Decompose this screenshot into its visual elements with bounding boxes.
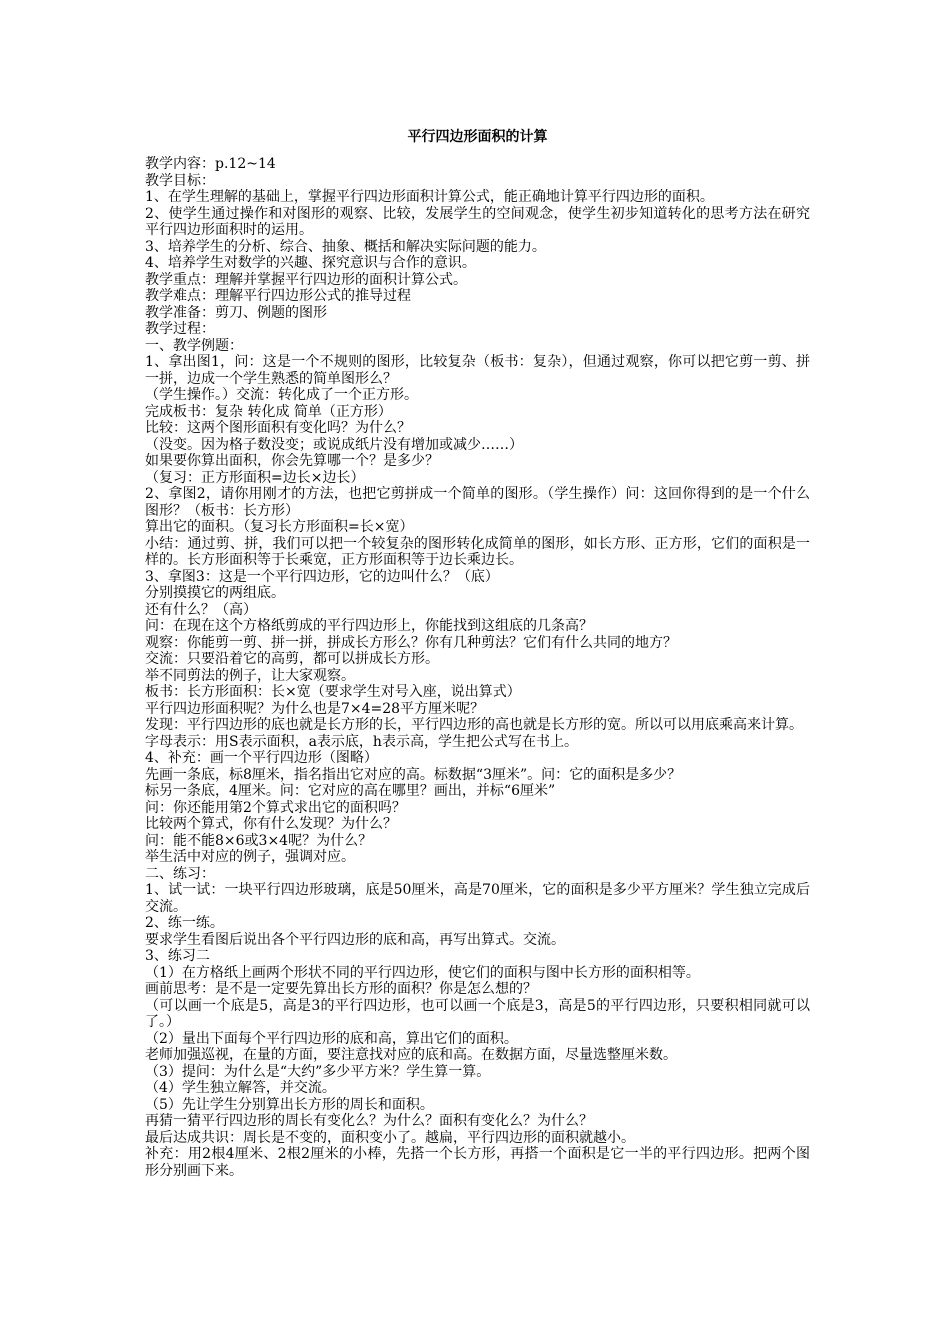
text-line: 完成板书：复杂 转化成 简单（正方形）: [145, 403, 392, 420]
text-line: 比较：这两个图形面积有变化吗？为什么？: [145, 420, 411, 436]
text-line: （复习：正方形面积=边长×边长）: [145, 469, 365, 486]
text-line: 还有什么？（高）: [145, 601, 257, 618]
text-line: 平行四边形面积呢？为什么也是7×4=28平方厘米呢？: [145, 700, 485, 717]
text-line: 观察：你能剪一剪、拼一拼，拼成长方形么？你有几种剪法？它们有什么共同的地方？: [145, 634, 677, 651]
text-line: 教学目标：: [145, 172, 215, 189]
text-line: 比较两个算式，你有什么发现？为什么？: [145, 816, 397, 832]
text-line: （可以画一个底是5，高是3的平行四边形，也可以画一个底是3，高是5的平行四边形，只要积相同就可以了。）: [145, 997, 810, 1030]
text-line: （4）学生独立解答，并交流。: [145, 1080, 336, 1096]
text-line: 最后达成共识：周长是不变的，面积变小了。越扁，平行四边形的面积就越小。: [145, 1129, 635, 1146]
text-line: 教学内容：p.12~14: [145, 156, 276, 172]
text-line: 交流：只要沿着它的高剪，都可以拼成长方形。: [145, 651, 439, 667]
text-line: 补充：用2根4厘米、2根2厘米的小棒，先搭一个长方形，再搭一个面积是它一半的平行四边形。把两个图形分别画下来。: [145, 1146, 810, 1179]
text-line: 分别摸摸它的两组底。: [145, 585, 285, 601]
text-line: 4、补充：画一个平行四边形（图略）: [145, 750, 378, 766]
text-line: 教学准备：剪刀、例题的图形: [145, 304, 327, 321]
text-line: 教学过程：: [145, 321, 215, 337]
text-line: 问：你还能用第2个算式求出它的面积吗？: [145, 799, 406, 816]
text-line: 3、培养学生的分析、综合、抽象、概括和解决实际问题的能力。: [145, 238, 546, 255]
text-line: 3、拿图3：这是一个平行四边形，它的边叫什么？（底）: [145, 568, 499, 585]
text-line: 标另一条底，4厘米。问：它对应的高在哪里？画出，并标“6厘米”: [145, 783, 556, 799]
text-line: （5）先让学生分别算出长方形的周长和面积。: [145, 1096, 434, 1113]
text-line: 画前思考：是不是一定要先算出长方形的面积？你是怎么想的？: [145, 981, 537, 997]
text-line: 1、试一试：一块平行四边形玻璃，底是50厘米，高是70厘米，它的面积是多少平方厘米？学生独立完成后交流。: [145, 882, 810, 915]
text-line: 1、拿出图1，问：这是一个不规则的图形，比较复杂（板书：复杂），但通过观察，你可以把它剪一剪、拼一拼，边成一个学生熟悉的简单图形么？: [145, 354, 810, 387]
text-line: 3、练习二: [145, 948, 210, 964]
text-line: 小结：通过剪、拼，我们可以把一个较复杂的图形转化成简单的图形，如长方形、正方形，它们的面积是一样的。长方形面积等于长乘宽，正方形面积等于边长乘边长。: [145, 535, 810, 568]
document-body: [145, 156, 810, 1179]
text-line: 4、培养学生对数学的兴趣、探究意识与合作的意识。: [145, 255, 476, 271]
text-line: 问：能不能8×6或3×4呢？为什么？: [145, 832, 373, 849]
text-line: （3）提问：为什么是“大约”多少平方米？学生算一算。: [145, 1063, 491, 1080]
text-line: 再猜一猜平行四边形的周长有变化么？为什么？面积有变化么？为什么？: [145, 1113, 593, 1129]
text-line: 如果要你算出面积，你会先算哪一个？是多少？: [145, 453, 439, 469]
document-title: 平行四边形面积的计算: [407, 129, 548, 145]
text-line: 教学重点：理解并掌握平行四边形的面积计算公式。: [145, 271, 467, 288]
text-line: （2）量出下面每个平行四边形的底和高，算出它们的面积。: [145, 1030, 518, 1047]
text-line: 先画一条底，标8厘米，指名指出它对应的高。标数据“3厘米”。问：它的面积是多少？: [145, 766, 682, 783]
text-line: 2、拿图2，请你用刚才的方法，也把它剪拼成一个简单的图形。（学生操作）问：这回你得到的是一个什么图形？（板书：长方形）: [145, 486, 810, 519]
text-line: 二、练习：: [145, 865, 215, 882]
text-line: 发现：平行四边形的底也就是长方形的长，平行四边形的高也就是长方形的宽。所以可以用底乘高来计算。: [145, 717, 803, 733]
text-line: 举生活中对应的例子，强调对应。: [145, 849, 355, 865]
text-line: 板书：长方形面积：长×宽（要求学生对号入座，说出算式）: [145, 684, 521, 700]
text-line: 2、使学生通过操作和对图形的观察、比较，发展学生的空间观念，使学生初步知道转化的思考方法在研究平行四边形面积时的运用。: [145, 205, 810, 238]
text-line: 举不同剪法的例子，让大家观察。: [145, 667, 355, 684]
text-line: 一、教学例题：: [145, 337, 243, 354]
text-line: （学生操作。）交流：转化成了一个正方形。: [145, 387, 418, 403]
text-line: （没变。因为格子数没变；或说成纸片没有增加或减少……）: [145, 436, 523, 453]
text-line: 字母表示：用S表示面积，a表示底，h表示高，学生把公式写在书上。: [145, 733, 578, 750]
text-line: （1）在方格纸上画两个形状不同的平行四边形，使它们的面积与图中长方形的面积相等。: [145, 964, 700, 981]
text-line: 算出它的面积。（复习长方形面积=长×宽）: [145, 519, 414, 535]
text-line: 问：在现在这个方格纸剪成的平行四边形上，你能找到这组底的几条高？: [145, 618, 593, 634]
text-line: 老师加强巡视，在量的方面，要注意找对应的底和高。在数据方面，尽量选整厘米数。: [145, 1047, 677, 1063]
text-line: 教学难点：理解平行四边形公式的推导过程: [145, 288, 411, 304]
text-line: 要求学生看图后说出各个平行四边形的底和高，再写出算式。交流。: [145, 931, 565, 948]
text-line: 1、在学生理解的基础上，掌握平行四边形面积计算公式，能正确地计算平行四边形的面积。: [145, 189, 714, 205]
text-line: 2、练一练。: [145, 915, 224, 931]
